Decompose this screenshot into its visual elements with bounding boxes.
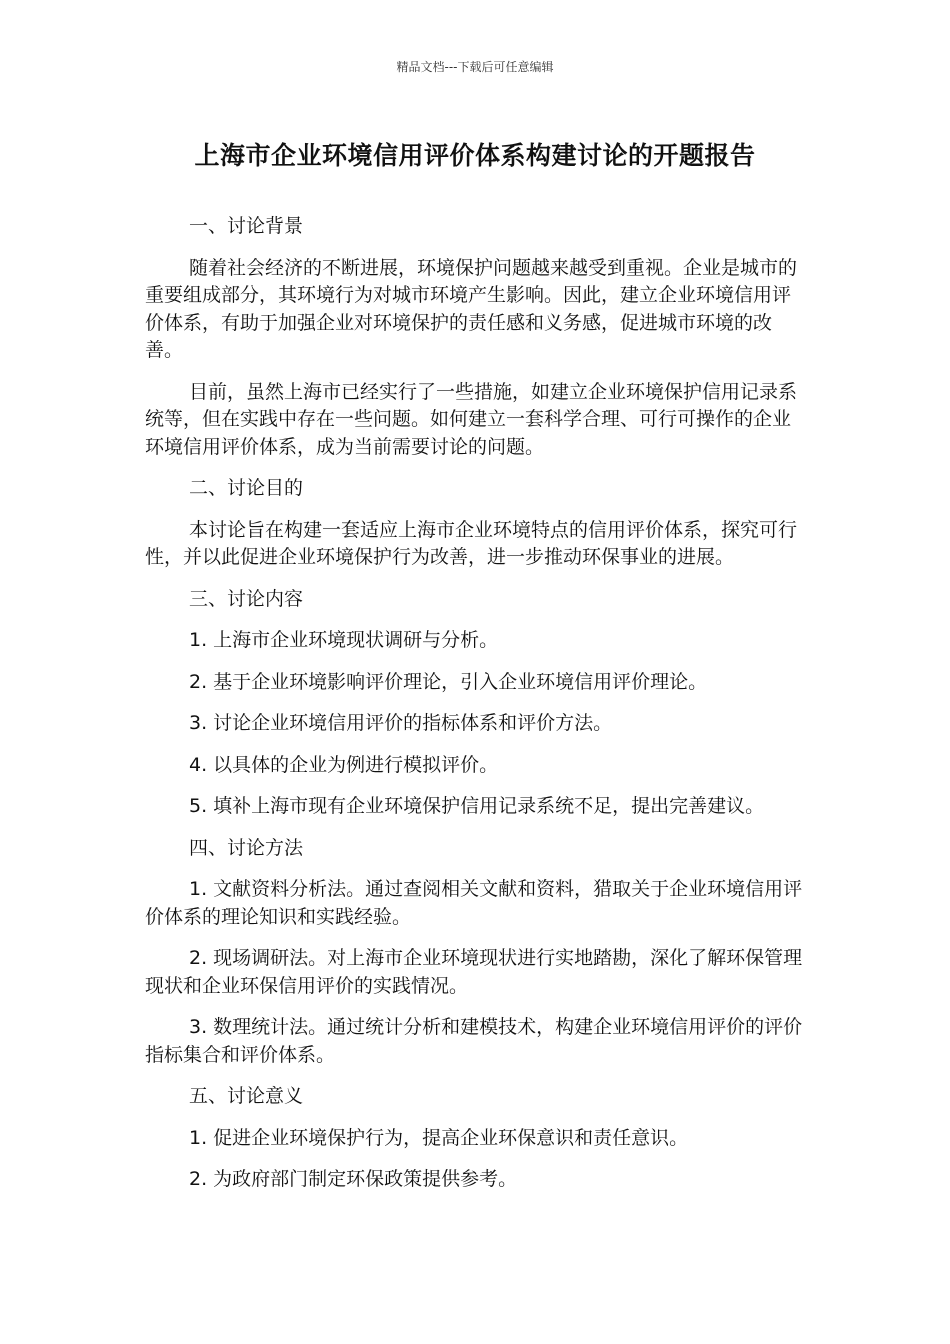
list-item: 5. 填补上海市现有企业环境保护信用记录系统不足，提出完善建议。 — [189, 795, 765, 817]
document-title: 上海市企业环境信用评价体系构建讨论的开题报告 — [194, 141, 756, 170]
list-item: 1. 文献资料分析法。通过查阅相关文献和资料，猎取关于企业环境信用评价体系的理论知识和实践经验。 — [145, 878, 803, 928]
paragraph: 目前，虽然上海市已经实行了一些措施，如建立企业环境保护信用记录系统等，但在实践中存在一些问题。如何建立一套科学合理、可行可操作的企业环境信用评价体系，成为当前需要讨论的问题。 — [145, 380, 798, 458]
section-heading: 一、讨论背景 — [189, 215, 304, 237]
list-item: 2. 为政府部门制定环保政策提供参考。 — [189, 1168, 518, 1190]
list-item: 2. 基于企业环境影响评价理论，引入企业环境信用评价理论。 — [189, 670, 708, 693]
list-item: 1. 上海市企业环境现状调研与分析。 — [189, 629, 499, 651]
list-item: 3. 讨论企业环境信用评价的指标体系和评价方法。 — [189, 712, 613, 734]
list-item: 4. 以具体的企业为例进行模拟评价。 — [189, 753, 499, 776]
list-item: 3. 数理统计法。通过统计分析和建模技术，构建企业环境信用评价的评价指标集合和评价体系。 — [145, 1016, 803, 1066]
list-item: 1. 促进企业环境保护行为，提高企业环保意识和责任意识。 — [189, 1126, 689, 1149]
list-item: 2. 现场调研法。对上海市企业环境现状进行实地踏勘，深化了解环保管理现状和企业环保信用评价的实践情况。 — [145, 947, 803, 997]
section-heading: 四、讨论方法 — [189, 836, 304, 859]
section-heading: 三、讨论内容 — [189, 587, 304, 610]
section-heading: 二、讨论目的 — [189, 477, 304, 499]
paragraph: 本讨论旨在构建一套适应上海市企业环境特点的信用评价体系，探究可行性，并以此促进企业环境保护行为改善，进一步推动环保事业的进展。 — [145, 518, 798, 568]
page-header: 精品文档---下载后可任意编辑 — [396, 60, 554, 74]
document-body — [145, 213, 805, 1208]
section-heading: 五、讨论意义 — [189, 1085, 304, 1107]
paragraph: 随着社会经济的不断进展，环境保护问题越来越受到重视。企业是城市的重要组成部分，其环境行为对城市环境产生影响。因此，建立企业环境信用评价体系，有助于加强企业对环境保护的责任感和义务感，促进城市环境的改善。 — [145, 256, 798, 361]
